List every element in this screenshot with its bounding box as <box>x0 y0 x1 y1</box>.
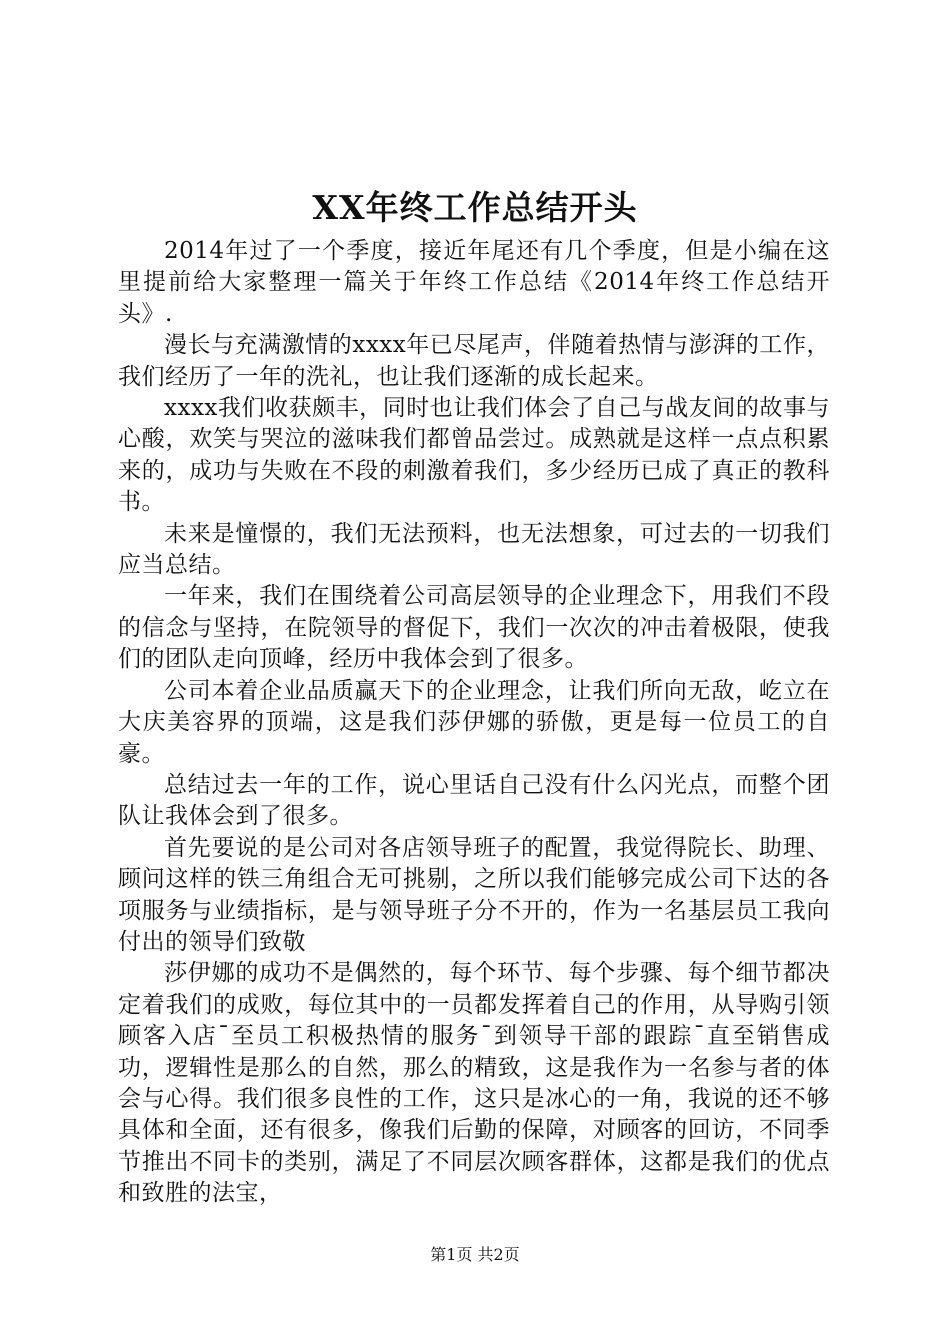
document-title: XX年终工作总结开头 <box>312 188 638 227</box>
paragraph: xxxx我们收获颇丰，同时也让我们体会了自己与战友间的故事与心酸，欢笑与哭泣的滋味我们都曾品尝过。成熟就是这样一点点积累来的，成功与失败在不段的刺激着我们，多少经历已成了真正的教科书。 <box>118 395 830 516</box>
page-number-footer: 第1页 共2页 <box>430 1245 520 1264</box>
paragraph: 总结过去一年的工作，说心里话自己没有什么闪光点，而整个团队让我体会到了很多。 <box>118 771 830 830</box>
paragraph: 2014年过了一个季度，接近年尾还有几个季度，但是小编在这里提前给大家整理一篇关于年终工作总结《2014年终工作总结开头》. <box>118 238 830 327</box>
paragraph: 莎伊娜的成功不是偶然的，每个环节、每个步骤、每个细节都决定着我们的成败，每位其中的一员都发挥着自己的作用，从导购引领顾客入店¯至员工积极热情的服务¯到领导干部的跟踪¯直至销售成功，逻辑性是那么的自然，那么的精致，这是我作为一名参与者的体会与心得。我们很多良性的工作，这只是冰心的一角，我说的还不够具体和全面，还有很多，像我们后勤的保障，对顾客的回访，不同季节推出不同卡的类别，满足了不同层次顾客群体，这都是我们的优点和致胜的法宝， <box>118 960 830 1207</box>
paragraph: 漫长与充满激情的xxxx年已尽尾声，伴随着热情与澎湃的工作，我们经历了一年的洗礼，也让我们逐渐的成长起来。 <box>118 332 830 390</box>
paragraph: 一年来，我们在围绕着公司高层领导的企业理念下，用我们不段的信念与坚持，在院领导的督促下，我们一次次的冲击着极限，使我们的团队走向顶峰，经历中我体会到了很多。 <box>118 583 830 673</box>
document-body <box>118 236 830 1210</box>
paragraph: 首先要说的是公司对各店领导班子的配置，我觉得院长、助理、顾问这样的铁三角组合无可挑剔，之所以我们能够完成公司下达的各项服务与业绩指标，是与领导班子分不开的，作为一名基层员工我向付出的领导们致敬 <box>118 834 830 955</box>
paragraph: 未来是憧憬的，我们无法预料，也无法想象，可过去的一切我们应当总结。 <box>118 520 830 579</box>
paragraph: 公司本着企业品质赢天下的企业理念，让我们所向无敌，屹立在大庆美容界的顶端，这是我们莎伊娜的骄傲，更是每一位员工的自豪。 <box>118 677 830 767</box>
